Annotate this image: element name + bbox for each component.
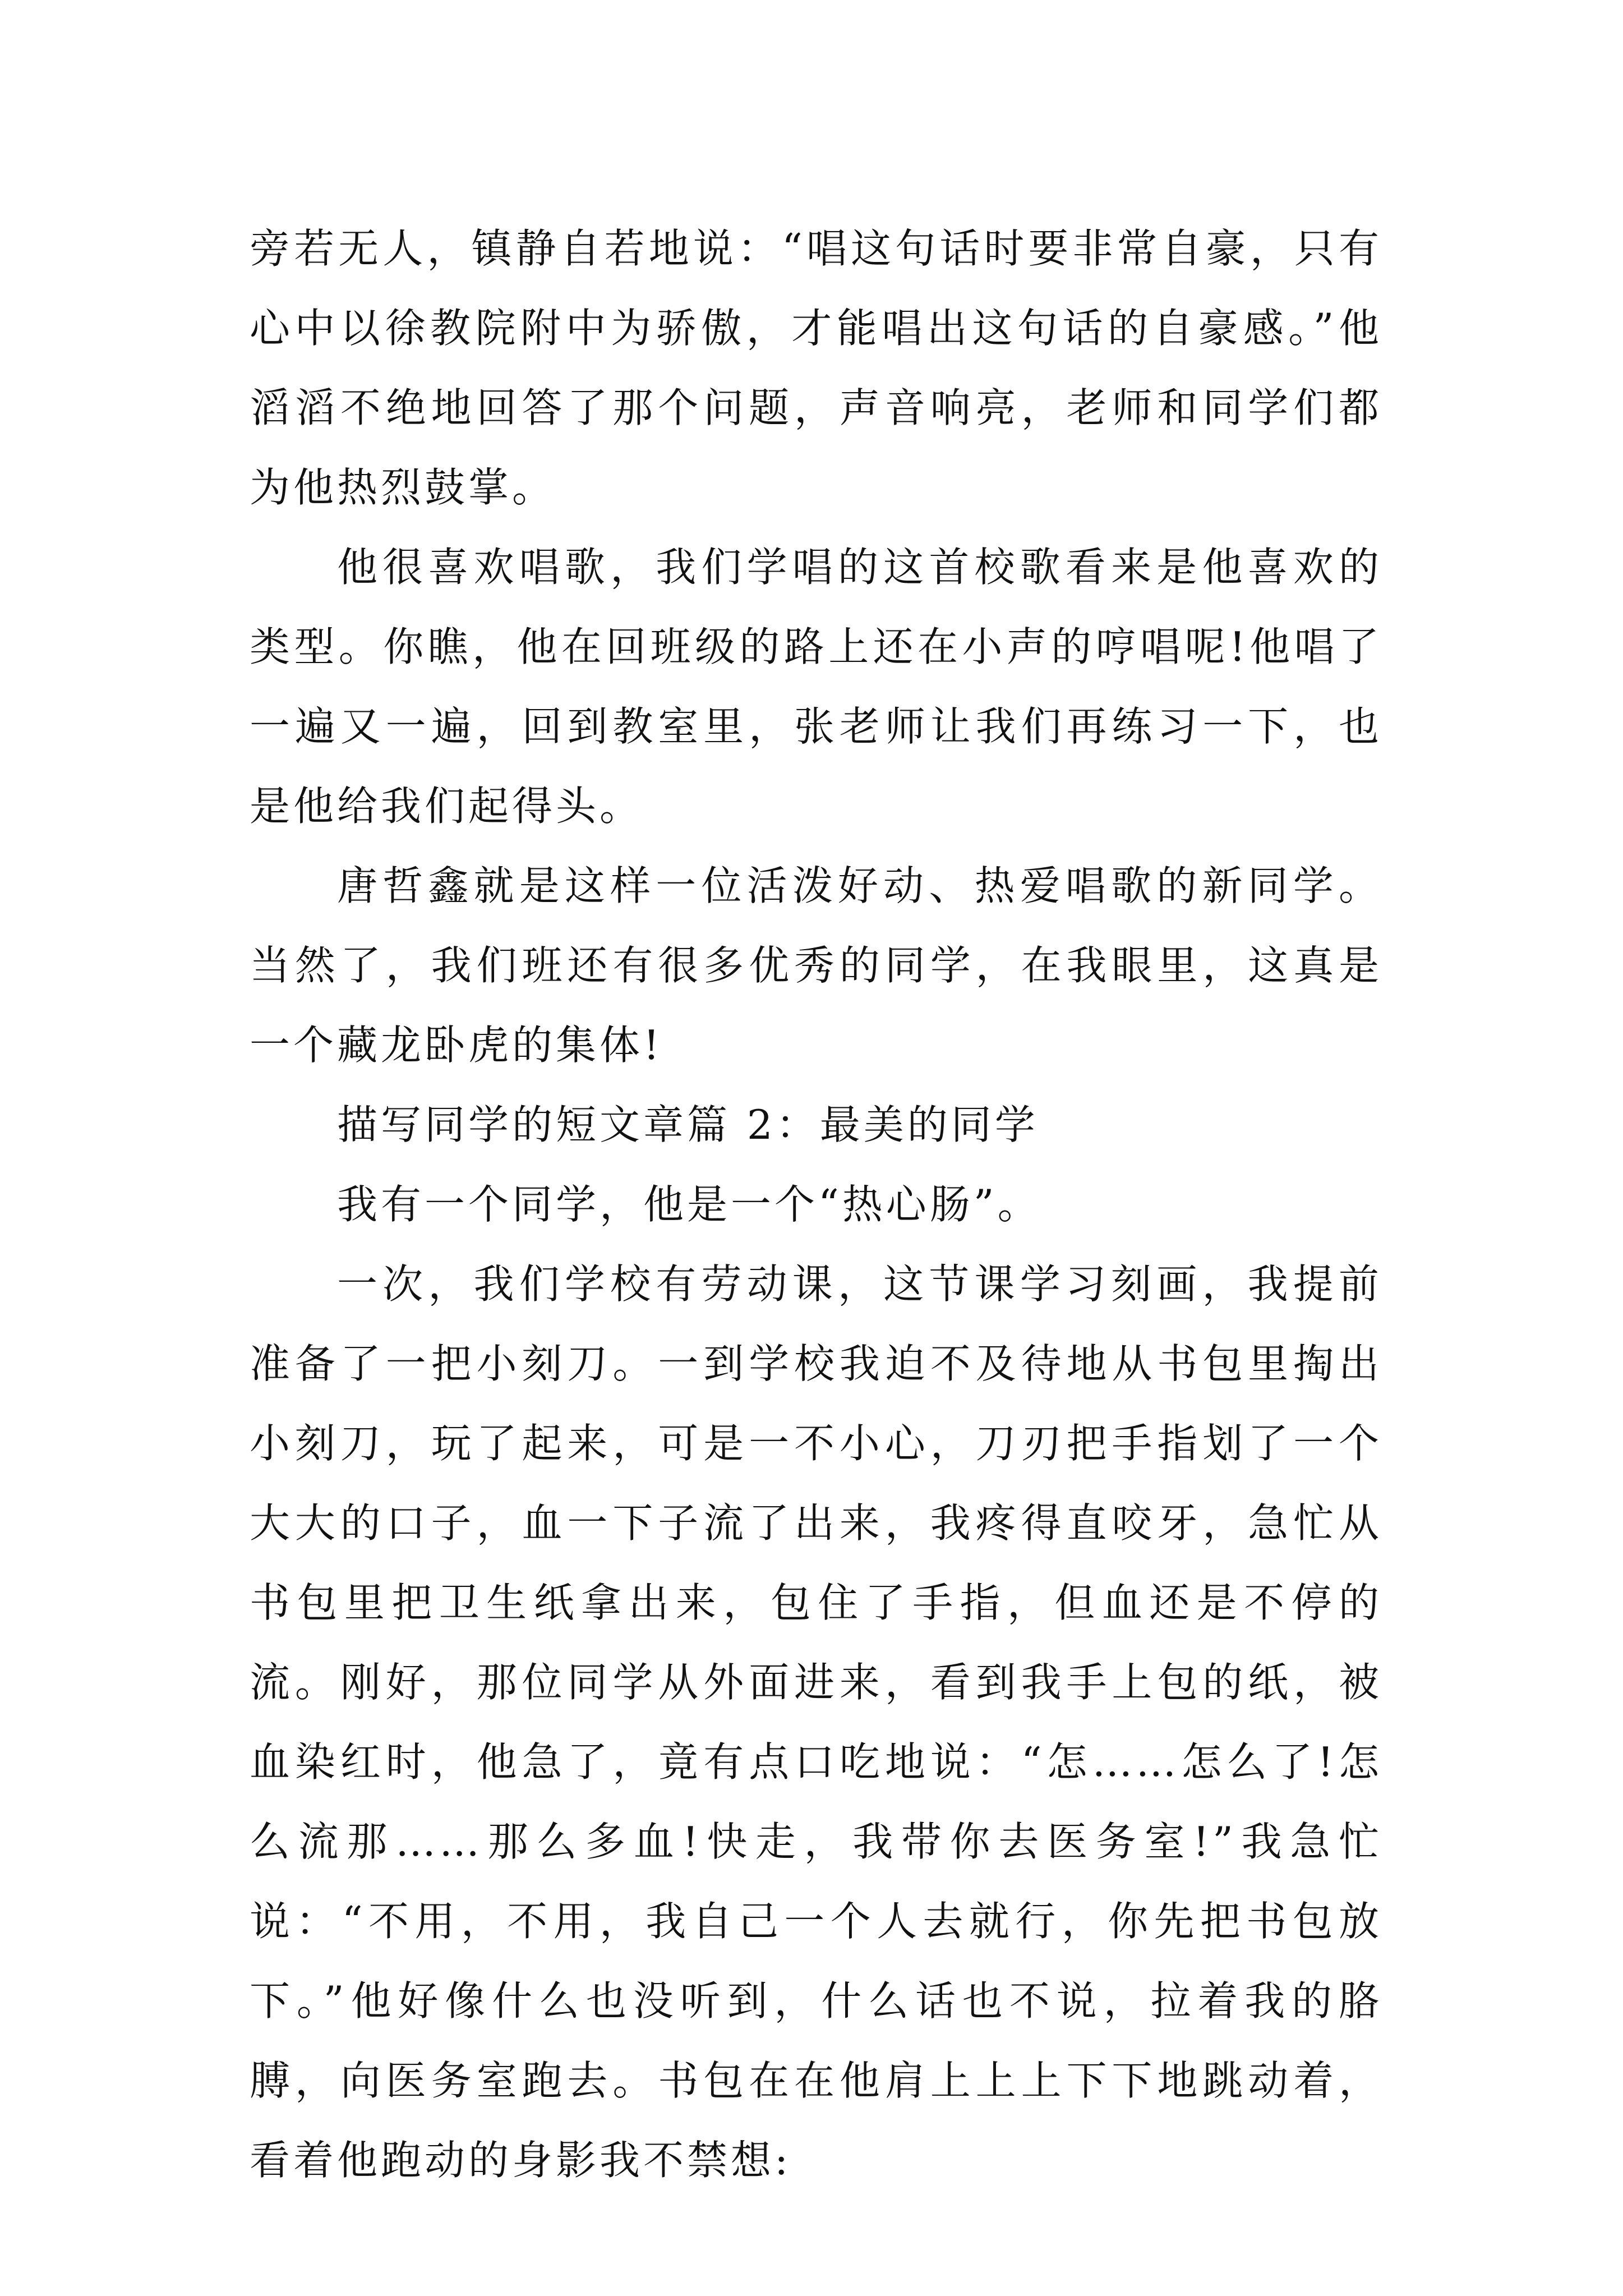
document-body <box>250 209 1382 2200</box>
paragraph-summary: 唐哲鑫就是这样一位活泼好动、热爱唱歌的新同学。当然了，我们班还有很多优秀的同学，在我眼里，这真是一个藏龙卧虎的集体! <box>250 862 1382 1069</box>
paragraph-story: 一次，我们学校有劳动课，这节课学习刻画，我提前准备了一把小刻刀。一到学校我迫不及待地从书包里掏出小刻刀，玩了起来，可是一不小心，刀刃把手指划了一个大大的口子，血一下子流了出来，我疼得直咬牙，急忙从书包里把卫生纸拿出来，包住了手指，但血还是不停的流。刚好，那位同学从外面进来，看到我手上包的纸，被血染红时，他急了，竟有点口吃地说：“怎……怎么了!怎么流那……那么多血!快走，我带你去医务室!”我急忙说：“不用，不用，我自己一个人去就行，你先把书包放下。”他好像什么也没听到，什么话也不说，拉着我的胳膊，向医务室跑去。书包在在他肩上上上下下地跳动着，看着他跑动的身影我不禁想: <box>250 1260 1382 2184</box>
paragraph-singing: 他很喜欢唱歌，我们学唱的这首校歌看来是他喜欢的类型。你瞧，他在回班级的路上还在小声的哼唱呢!他唱了一遍又一遍，回到教室里，张老师让我们再练习一下，也是他给我们起得头。 <box>250 544 1382 830</box>
paragraph-continuation: 旁若无人，镇静自若地说：“唱这句话时要非常自豪，只有心中以徐教院附中为骄傲，才能唱出这句话的自豪感。”他滔滔不绝地回答了那个问题，声音响亮，老师和同学们都为他热烈鼓掌。 <box>250 225 1382 511</box>
paragraph-intro: 我有一个同学，他是一个“热心肠”。 <box>337 1181 1041 1228</box>
section-heading: 描写同学的短文章篇 2：最美的同学 <box>337 1101 1039 1148</box>
